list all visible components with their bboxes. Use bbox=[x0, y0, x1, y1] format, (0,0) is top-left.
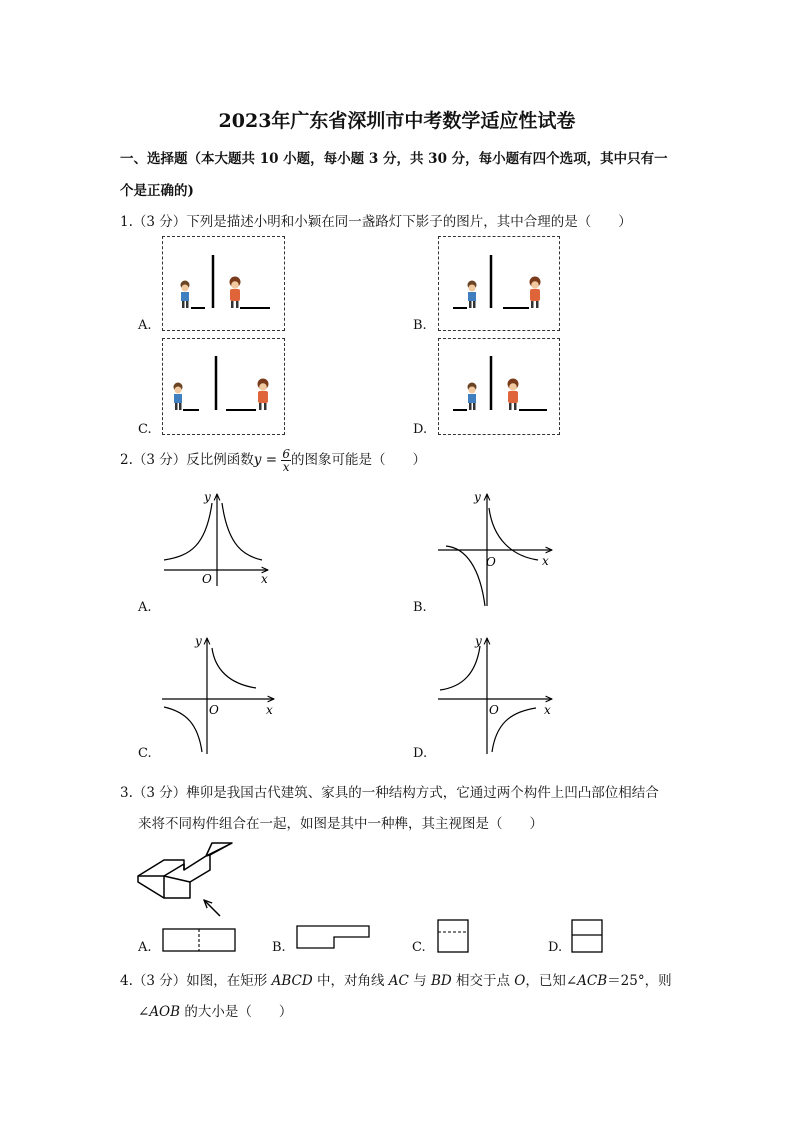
q1-option-b-label: B. bbox=[413, 318, 427, 333]
question-1-stem bbox=[120, 210, 632, 230]
question-number: 1. bbox=[120, 214, 133, 230]
x-axis-label: x bbox=[261, 572, 268, 586]
fraction bbox=[281, 448, 291, 473]
fraction-numerator: 6 bbox=[282, 447, 290, 461]
q2-option-c-label: C. bbox=[138, 746, 152, 761]
question-text: 的大小是（ ） bbox=[180, 1004, 293, 1020]
origin-label: O bbox=[209, 703, 219, 717]
q3-option-d-shape bbox=[571, 919, 605, 955]
girl-figure bbox=[508, 379, 519, 411]
rectangle-name: ABCD bbox=[271, 973, 313, 989]
question-text: 相交于点 bbox=[451, 973, 515, 989]
q1-figure-b bbox=[438, 236, 560, 331]
y-axis-label: y bbox=[474, 490, 481, 504]
question-3-stem-line1 bbox=[120, 781, 659, 801]
curve-branch bbox=[446, 546, 485, 606]
question-4-stem-line2 bbox=[138, 1000, 292, 1020]
q3-option-c-label: C. bbox=[412, 940, 426, 955]
origin-label: O bbox=[202, 572, 212, 586]
question-score: （3 分） bbox=[132, 452, 187, 468]
question-3-stem-line2: 来将不同构件组合在一起，如图是其中一种榫，其主视图是（ ） bbox=[138, 816, 543, 832]
boy-figure bbox=[468, 281, 477, 309]
question-score: （3 分） bbox=[132, 214, 187, 230]
q3-option-a-label: A. bbox=[138, 940, 152, 955]
x-axis-label: x bbox=[266, 703, 273, 717]
question-text: ＝25°，则 bbox=[607, 973, 672, 989]
boy-figure bbox=[468, 383, 477, 411]
question-text: 与 bbox=[408, 973, 431, 989]
page-title: 2023年广东省深圳市中考数学适应性试卷 bbox=[218, 110, 576, 132]
y-axis-label: y bbox=[475, 634, 482, 648]
curve-branch bbox=[489, 508, 538, 560]
boy-figure bbox=[174, 383, 183, 411]
q2-option-b-label: B. bbox=[413, 600, 427, 615]
origin-label: O bbox=[489, 703, 499, 717]
fraction-denominator: x bbox=[282, 460, 290, 474]
q3-option-b-shape bbox=[296, 925, 372, 951]
q1-figure-c bbox=[162, 338, 285, 435]
x-axis-label: x bbox=[544, 703, 551, 717]
q3-tenon-figure bbox=[134, 840, 244, 920]
q2-option-a-label: A. bbox=[138, 600, 152, 615]
question-text: 中，对角线 bbox=[312, 973, 389, 989]
question-text: 反比例函数 bbox=[186, 452, 254, 468]
section-heading-line1: 一、选择题（本大题共 10 小题，每小题 3 分，共 30 分，每小题有四个选项，其中只有一 bbox=[120, 151, 668, 167]
question-text: 榫卯是我国古代建筑、家具的一种结构方式，它通过两个构件上凹凸部位相结合 bbox=[186, 785, 659, 801]
curve-branch bbox=[222, 503, 262, 560]
curve-branch bbox=[440, 646, 480, 690]
curve-branch bbox=[164, 707, 202, 752]
point-o: O bbox=[514, 973, 526, 989]
function-y: y bbox=[253, 452, 262, 468]
diagonal-bd: BD bbox=[430, 973, 452, 989]
question-text: 的图象可能是（ ） bbox=[290, 452, 426, 468]
question-4-stem-line1 bbox=[120, 969, 672, 989]
y-axis-label: y bbox=[195, 634, 202, 648]
question-number: 4. bbox=[120, 973, 133, 989]
girl-figure bbox=[258, 379, 269, 411]
q3-option-b-label: B. bbox=[272, 940, 286, 955]
origin-label: O bbox=[486, 555, 496, 569]
view-direction-arrow bbox=[204, 900, 220, 916]
curve-branch bbox=[164, 503, 212, 560]
y-axis-label: y bbox=[204, 490, 211, 504]
diagonal-ac: AC bbox=[388, 973, 409, 989]
q3-option-c-shape bbox=[437, 919, 471, 955]
question-score: （3 分） bbox=[132, 785, 187, 801]
q3-option-d-label: D. bbox=[548, 940, 563, 955]
q1-option-d-label: D. bbox=[413, 422, 428, 437]
question-text: 下列是描述小明和小颖在同一盏路灯下影子的图片，其中合理的是（ ） bbox=[186, 214, 632, 230]
question-2-stem bbox=[120, 448, 426, 473]
x-axis-label: x bbox=[542, 554, 549, 568]
q2-graph-b bbox=[436, 488, 556, 613]
q2-graph-c bbox=[160, 632, 280, 757]
question-score: （3 分） bbox=[132, 973, 187, 989]
question-text: ∠ bbox=[138, 1004, 150, 1020]
q1-option-c-label: C. bbox=[138, 422, 152, 437]
q1-figure-a bbox=[162, 236, 285, 331]
question-text: ，已知∠ bbox=[525, 973, 578, 989]
question-number: 2. bbox=[120, 452, 133, 468]
q2-graph-d bbox=[436, 632, 556, 757]
boy-figure bbox=[181, 281, 190, 309]
equals-sign: = bbox=[261, 452, 282, 468]
angle-aob: AOB bbox=[149, 1004, 181, 1020]
q1-option-a-label: A. bbox=[138, 318, 152, 333]
girl-figure bbox=[530, 277, 541, 309]
question-text: 如图，在矩形 bbox=[186, 973, 272, 989]
angle-acb: ACB bbox=[577, 973, 608, 989]
q2-graph-a bbox=[160, 488, 280, 588]
question-number: 3. bbox=[120, 785, 133, 801]
q2-option-d-label: D. bbox=[413, 746, 428, 761]
q3-option-a-shape bbox=[162, 928, 238, 954]
q1-figure-d bbox=[438, 338, 560, 435]
girl-figure bbox=[230, 277, 241, 309]
curve-branch bbox=[212, 648, 256, 688]
section-heading-line2: 个是正确的) bbox=[120, 183, 194, 199]
